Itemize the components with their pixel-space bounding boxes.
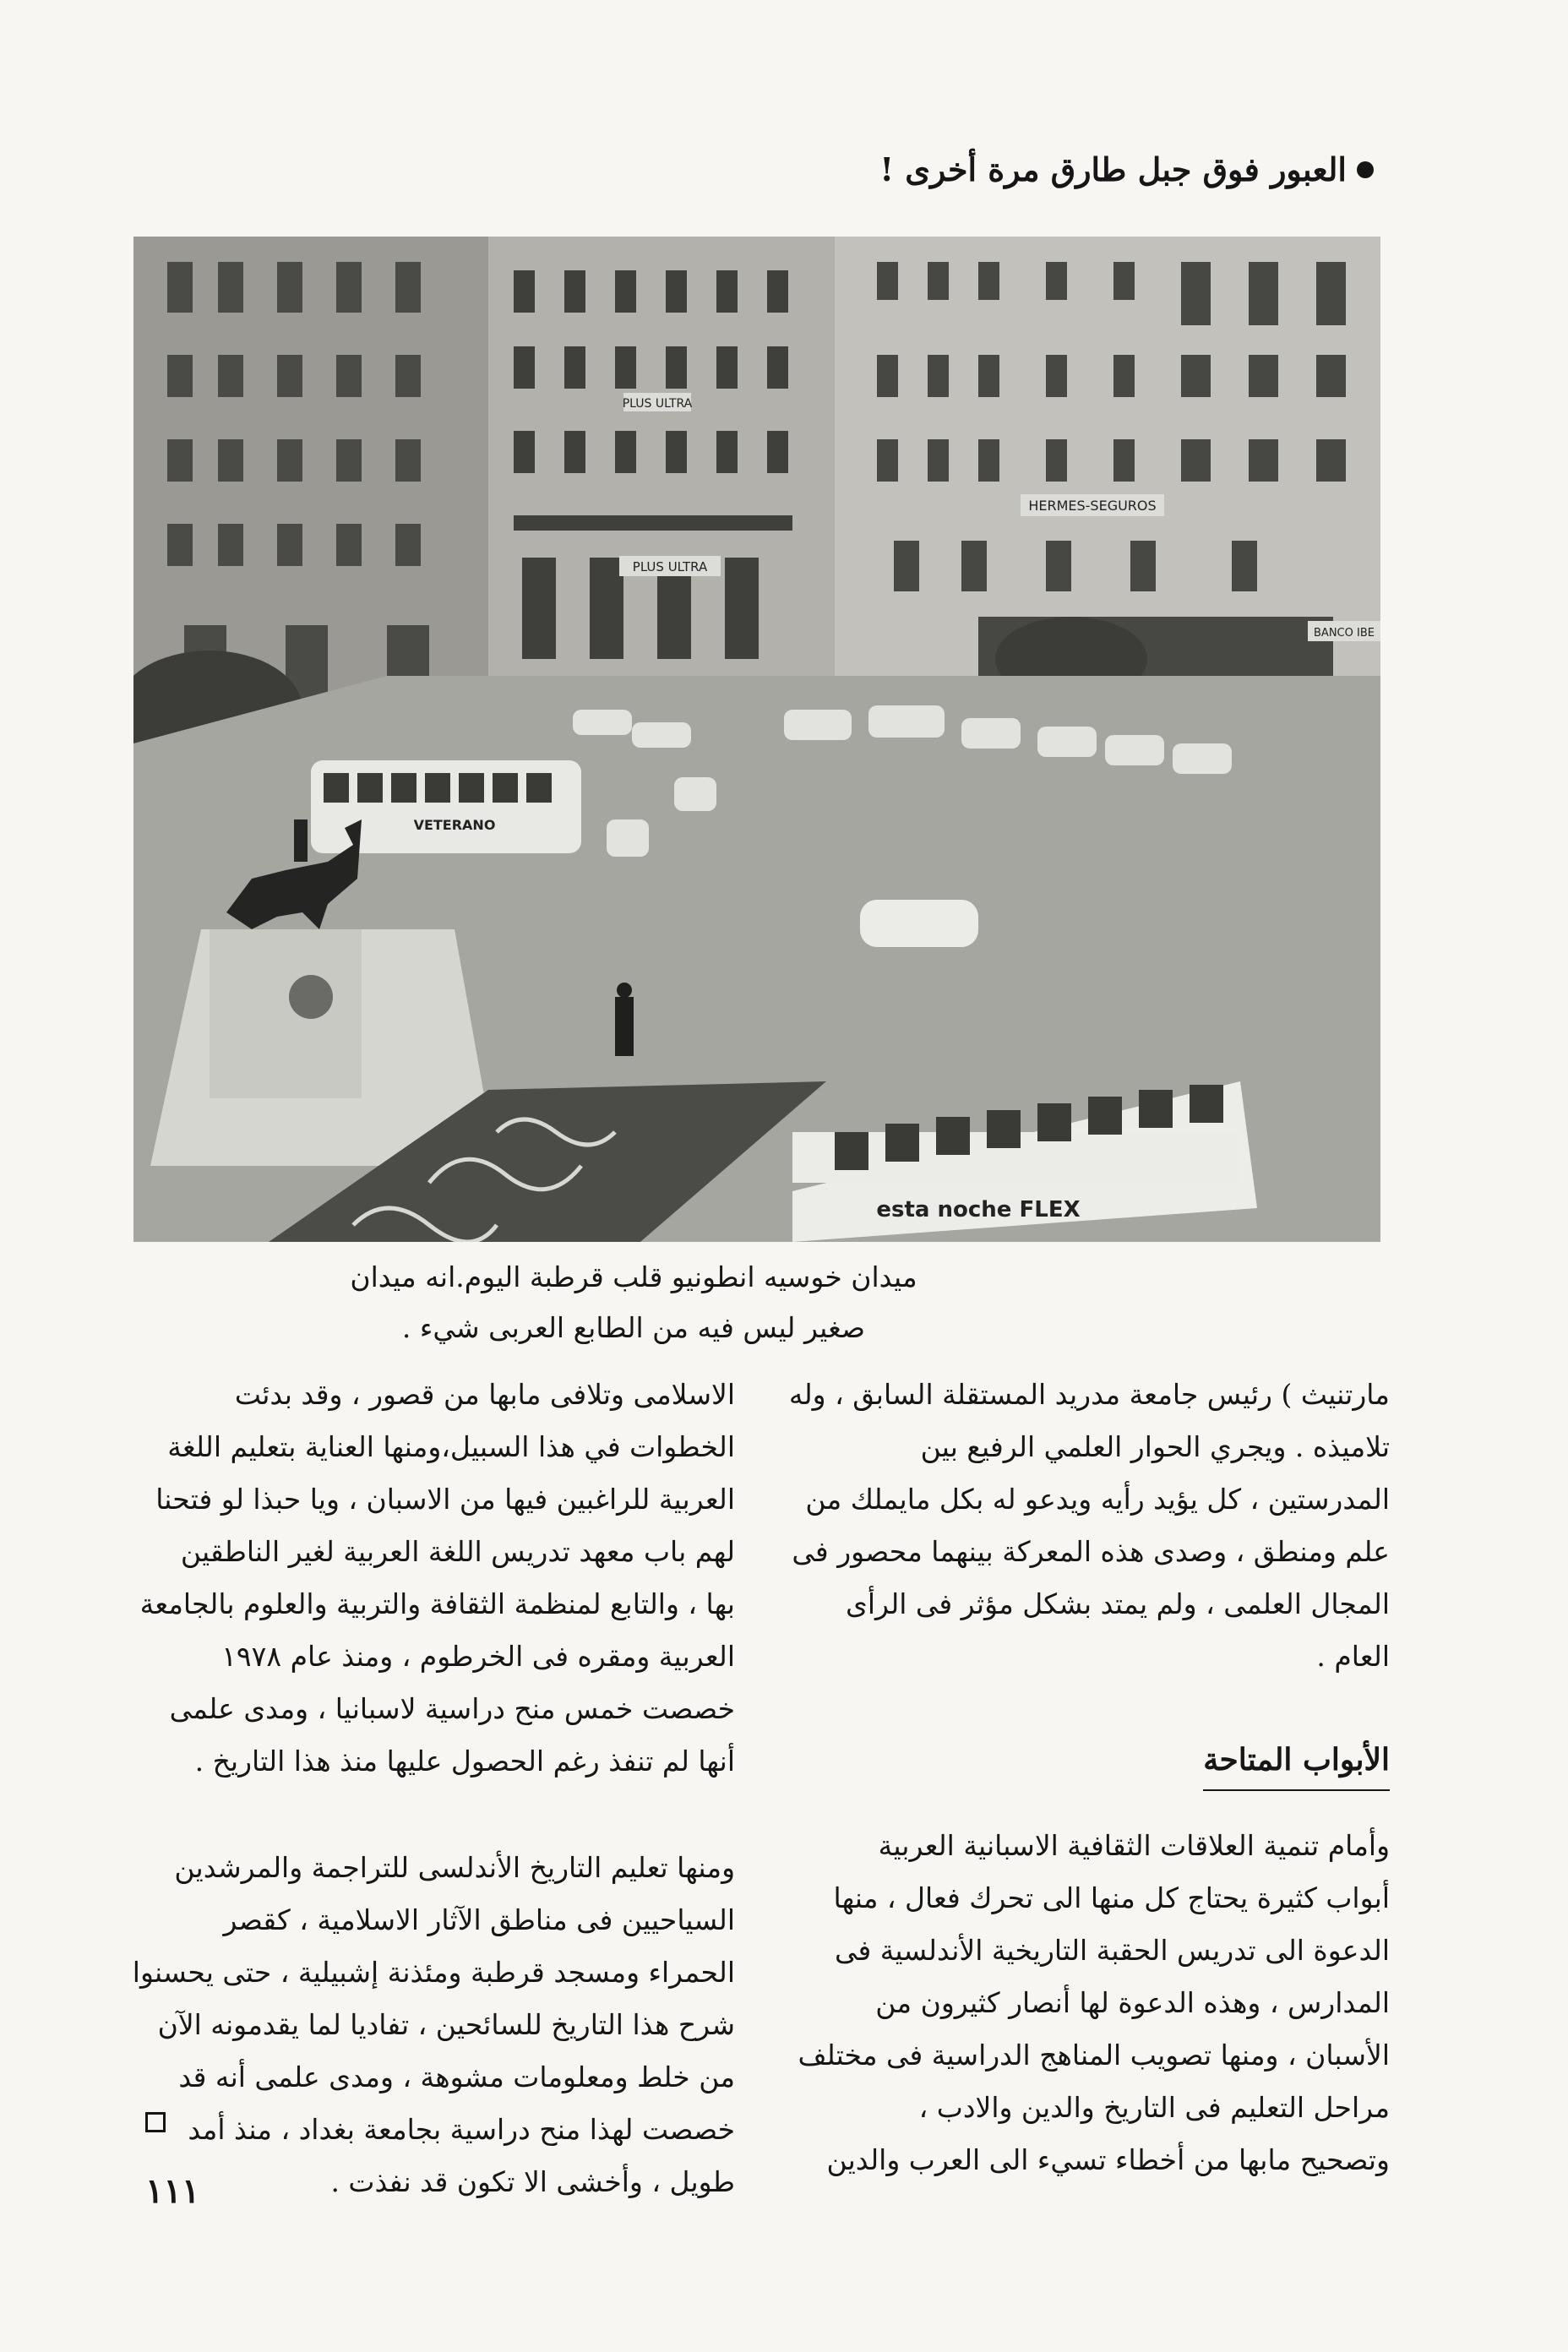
sign-bank: BANCO IBE	[1314, 627, 1375, 640]
text-line: المجال العلمى ، ولم يمتد بشكل مؤثر فى الرأى	[845, 1587, 1390, 1620]
text-column-right	[765, 1369, 1390, 2186]
text-line: المدارس ، وهذه الدعوة لها أنصار كثيرون من	[875, 1986, 1390, 2019]
sign-plus-ultra-top: PLUS ULTRA	[622, 397, 693, 411]
caption-line: صغير ليس فيه من الطابع العربى شيء .	[401, 1311, 866, 1344]
photo-caption	[169, 1252, 1098, 1353]
text-line: أنها لم تنفذ رغم الحصول عليها منذ هذا التاريخ .	[194, 1745, 735, 1778]
text-line: خصصت لهذا منح دراسية بجامعة بغداد ، منذ أمد	[188, 2113, 735, 2146]
text-line: مراحل التعليم فى التاريخ والدين والادب ،	[918, 2091, 1390, 2124]
text-line: شرح هذا التاريخ للسائحين ، تفاديا لما يقدمونه الآن	[157, 2008, 735, 2041]
text-line: المدرستين ، كل يؤيد رأيه ويدعو له بكل مايملك من	[805, 1483, 1390, 1516]
paragraph	[765, 1369, 1390, 1683]
running-header	[879, 150, 1374, 188]
paragraph	[765, 1820, 1390, 2186]
text-line: الاسلامى وتلافى مابها من قصور ، وقد بدئت	[234, 1378, 735, 1411]
text-line: وتصحيح مابها من أخطاء تسيء الى العرب والدين	[826, 2143, 1390, 2176]
text-line: لهم باب معهد تدريس اللغة العربية لغير الناطقين	[180, 1535, 735, 1568]
text-line: العام .	[1316, 1640, 1390, 1673]
sign-bus-left: VETERANO	[413, 817, 496, 833]
text-line: الخطوات في هذا السبيل،ومنها العناية بتعليم اللغة	[167, 1430, 735, 1463]
text-line: تلاميذه . ويجري الحوار العلمي الرفيع بين	[920, 1430, 1390, 1463]
text-line: أبواب كثيرة يحتاج كل منها الى تحرك فعال ، منها	[833, 1881, 1390, 1914]
section-heading: الأبواب المتاحة	[1203, 1734, 1390, 1791]
end-of-article-icon	[145, 2112, 166, 2132]
header-title: العبور فوق جبل طارق مرة أخرى !	[879, 150, 1347, 188]
text-column-left	[110, 1369, 735, 2208]
sign-bus-right: esta noche FLEX	[876, 1197, 1081, 1222]
text-line: من خلط ومعلومات مشوهة ، ومدى علمى أنه قد	[178, 2061, 735, 2093]
paragraph	[110, 1842, 735, 2208]
page-number: ١١١	[145, 2171, 200, 2211]
text-line: مارتنيث ) رئيس جامعة مدريد المستقلة السابق ، وله	[788, 1378, 1390, 1411]
text-line: ومنها تعليم التاريخ الأندلسى للتراجمة والمرشدين	[174, 1851, 735, 1884]
text-line: العربية للراغبين فيها من الاسبان ، ويا حبذا لو فتحنا	[155, 1483, 735, 1516]
sign-hermes: HERMES-SEGUROS	[1028, 498, 1157, 514]
text-line: علم ومنطق ، وصدى هذه المعركة بينهما محصور فى	[792, 1535, 1390, 1568]
bullet-icon	[1357, 161, 1374, 178]
text-line: السياحيين فى مناطق الآثار الاسلامية ، كقصر	[223, 1903, 735, 1936]
text-line: بها ، والتابع لمنظمة الثقافة والتربية والعلوم بالجامعة	[139, 1587, 735, 1620]
text-line: الأسبان ، ومنها تصويب المناهج الدراسية فى مختلف	[798, 2039, 1390, 2072]
text-line: خصصت خمس منح دراسية لاسبانيا ، ومدى علمى	[169, 1692, 735, 1725]
text-line: وأمام تنمية العلاقات الثقافية الاسبانية العربية	[878, 1829, 1390, 1862]
sign-plus-ultra: PLUS ULTRA	[632, 559, 708, 574]
paragraph	[110, 1369, 735, 1788]
caption-line: ميدان خوسيه انطونيو قلب قرطبة اليوم.انه ميدان	[350, 1260, 917, 1293]
text-line: الحمراء ومسجد قرطبة ومئذنة إشبيلية ، حتى يحسنوا	[132, 1956, 735, 1989]
text-line: العربية ومقره فى الخرطوم ، ومنذ عام ١٩٧٨	[221, 1640, 735, 1673]
text-line: الدعوة الى تدريس الحقبة التاريخية الأندلسية فى	[834, 1934, 1390, 1967]
text-line: طويل ، وأخشى الا تكون قد نفذت .	[330, 2165, 735, 2198]
cordoba-square-photo	[133, 237, 1380, 1242]
